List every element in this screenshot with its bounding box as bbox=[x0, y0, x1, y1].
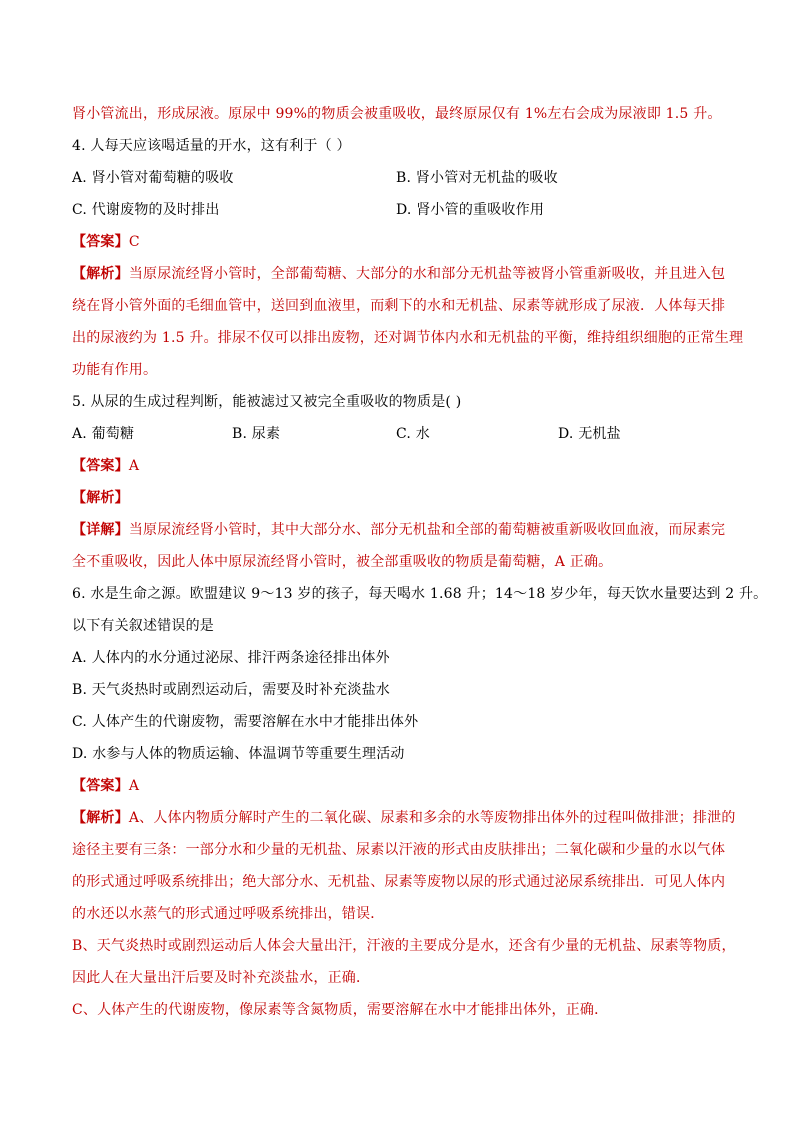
explanation-5 bbox=[72, 482, 732, 514]
question-4-options-row-1 bbox=[72, 162, 732, 194]
question-4-options-row-2 bbox=[72, 194, 732, 226]
option-a: A. 肾小管对葡萄糖的吸收 bbox=[72, 170, 234, 186]
option-d: D. 肾小管的重吸收作用 bbox=[396, 202, 545, 218]
question-5: 5. 从尿的生成过程判断，能被滤过又被完全重吸收的物质是( ) bbox=[72, 394, 462, 410]
explanation-6-line-5: B、天气炎热时或剧烈运动后人体会大量出汗，汗液的主要成分是水，还含有少量的无机盐、尿素等物质， bbox=[72, 938, 736, 954]
option-a: A. 人体内的水分通过泌尿、排汗两条途径排出体外 bbox=[72, 650, 390, 666]
explanation-tag: 【解析】 bbox=[72, 490, 129, 506]
detail-5-line-2: 全不重吸收，因此人体中原尿流经肾小管时，被全部重吸收的物质是葡萄糖，A 正确。 bbox=[72, 554, 613, 570]
detail-tag: 【详解】 bbox=[72, 522, 129, 538]
explanation-tag: 【解析】 bbox=[72, 810, 129, 826]
option-a: A. 葡萄糖 bbox=[72, 426, 135, 442]
question-5-options bbox=[72, 418, 732, 450]
explanation-4-line-4: 功能有作用。 bbox=[72, 362, 158, 378]
answer-5 bbox=[72, 450, 732, 482]
explanation-text: 当原尿流经肾小管时，全部葡萄糖、大部分的水和部分无机盐等被肾小管重新吸收，并且进入包 bbox=[128, 266, 726, 282]
option-d: D. 无机盐 bbox=[558, 426, 621, 442]
explanation-text: A、人体内物质分解时产生的二氧化碳、尿素和多余的水等废物排出体外的过程叫做排泄；排泄的 bbox=[128, 810, 736, 826]
question-4: 4. 人每天应该喝适量的开水，这有利于（ ） bbox=[72, 138, 351, 154]
explanation-4-line-3: 出的尿液约为 1.5 升。排尿不仅可以排出废物，还对调节体内水和无机盐的平衡，维持组织细胞的正常生理 bbox=[72, 330, 744, 346]
answer-4 bbox=[72, 226, 732, 258]
explanation-6-line-4: 的水还以水蒸气的形式通过呼吸系统排出，错误． bbox=[72, 906, 385, 922]
detail-text: 当原尿流经肾小管时，其中大部分水、部分无机盐和全部的葡萄糖被重新吸收回血液，而尿素完 bbox=[128, 522, 726, 538]
answer-value: A bbox=[128, 458, 140, 474]
explanation-6-line-6: 因此人在大量出汗后要及时补充淡盐水，正确． bbox=[72, 970, 371, 986]
option-b: B. 肾小管对无机盐的吸收 bbox=[396, 170, 558, 186]
answer-6 bbox=[72, 770, 732, 802]
option-b: B. 天气炎热时或剧烈运动后，需要及时补充淡盐水 bbox=[72, 682, 390, 698]
explanation-4-line-1 bbox=[72, 258, 732, 290]
answer-tag: 【答案】 bbox=[72, 458, 129, 474]
option-c: C. 人体产生的代谢废物，需要溶解在水中才能排出体外 bbox=[72, 714, 419, 730]
answer-value: A bbox=[128, 778, 140, 794]
document-page bbox=[72, 98, 768, 1026]
explanation-4-line-2: 绕在肾小管外面的毛细血管中，送回到血液里，而剩下的水和无机盐、尿素等就形成了尿液．人体每天排 bbox=[72, 298, 726, 314]
explanation-tag: 【解析】 bbox=[72, 266, 129, 282]
question-6-line-1: 6. 水是生命之源。欧盟建议 9～13 岁的孩子，每天喝水 1.68 升；14～18 岁少年，每天饮水量要达到 2 升。 bbox=[72, 586, 768, 602]
question-6-line-2: 以下有关叙述错误的是 bbox=[72, 618, 214, 634]
option-b: B. 尿素 bbox=[232, 426, 281, 442]
continued-text: 肾小管流出，形成尿液。原尿中 99%的物质会被重吸收，最终原尿仅有 1%左右会成为尿液即 1.5 升。 bbox=[72, 106, 722, 122]
explanation-6-line-1 bbox=[72, 802, 736, 834]
answer-value: C bbox=[128, 234, 140, 250]
explanation-6-line-3: 的形式通过呼吸系统排出；绝大部分水、无机盐、尿素等废物以尿的形式通过泌尿系统排出．可见人体内 bbox=[72, 874, 726, 890]
answer-tag: 【答案】 bbox=[72, 778, 129, 794]
answer-tag: 【答案】 bbox=[72, 234, 129, 250]
option-d: D. 水参与人体的物质运输、体温调节等重要生理活动 bbox=[72, 746, 405, 762]
explanation-6-line-2: 途径主要有三条：一部分水和少量的无机盐、尿素以汗液的形式由皮肤排出；二氧化碳和少量的水以气体 bbox=[72, 842, 726, 858]
option-c: C. 水 bbox=[396, 426, 430, 442]
detail-5-line-1 bbox=[72, 514, 732, 546]
option-c: C. 代谢废物的及时排出 bbox=[72, 202, 220, 218]
explanation-6-line-7: C、人体产生的代谢废物，像尿素等含氮物质，需要溶解在水中才能排出体外，正确． bbox=[72, 1002, 609, 1018]
